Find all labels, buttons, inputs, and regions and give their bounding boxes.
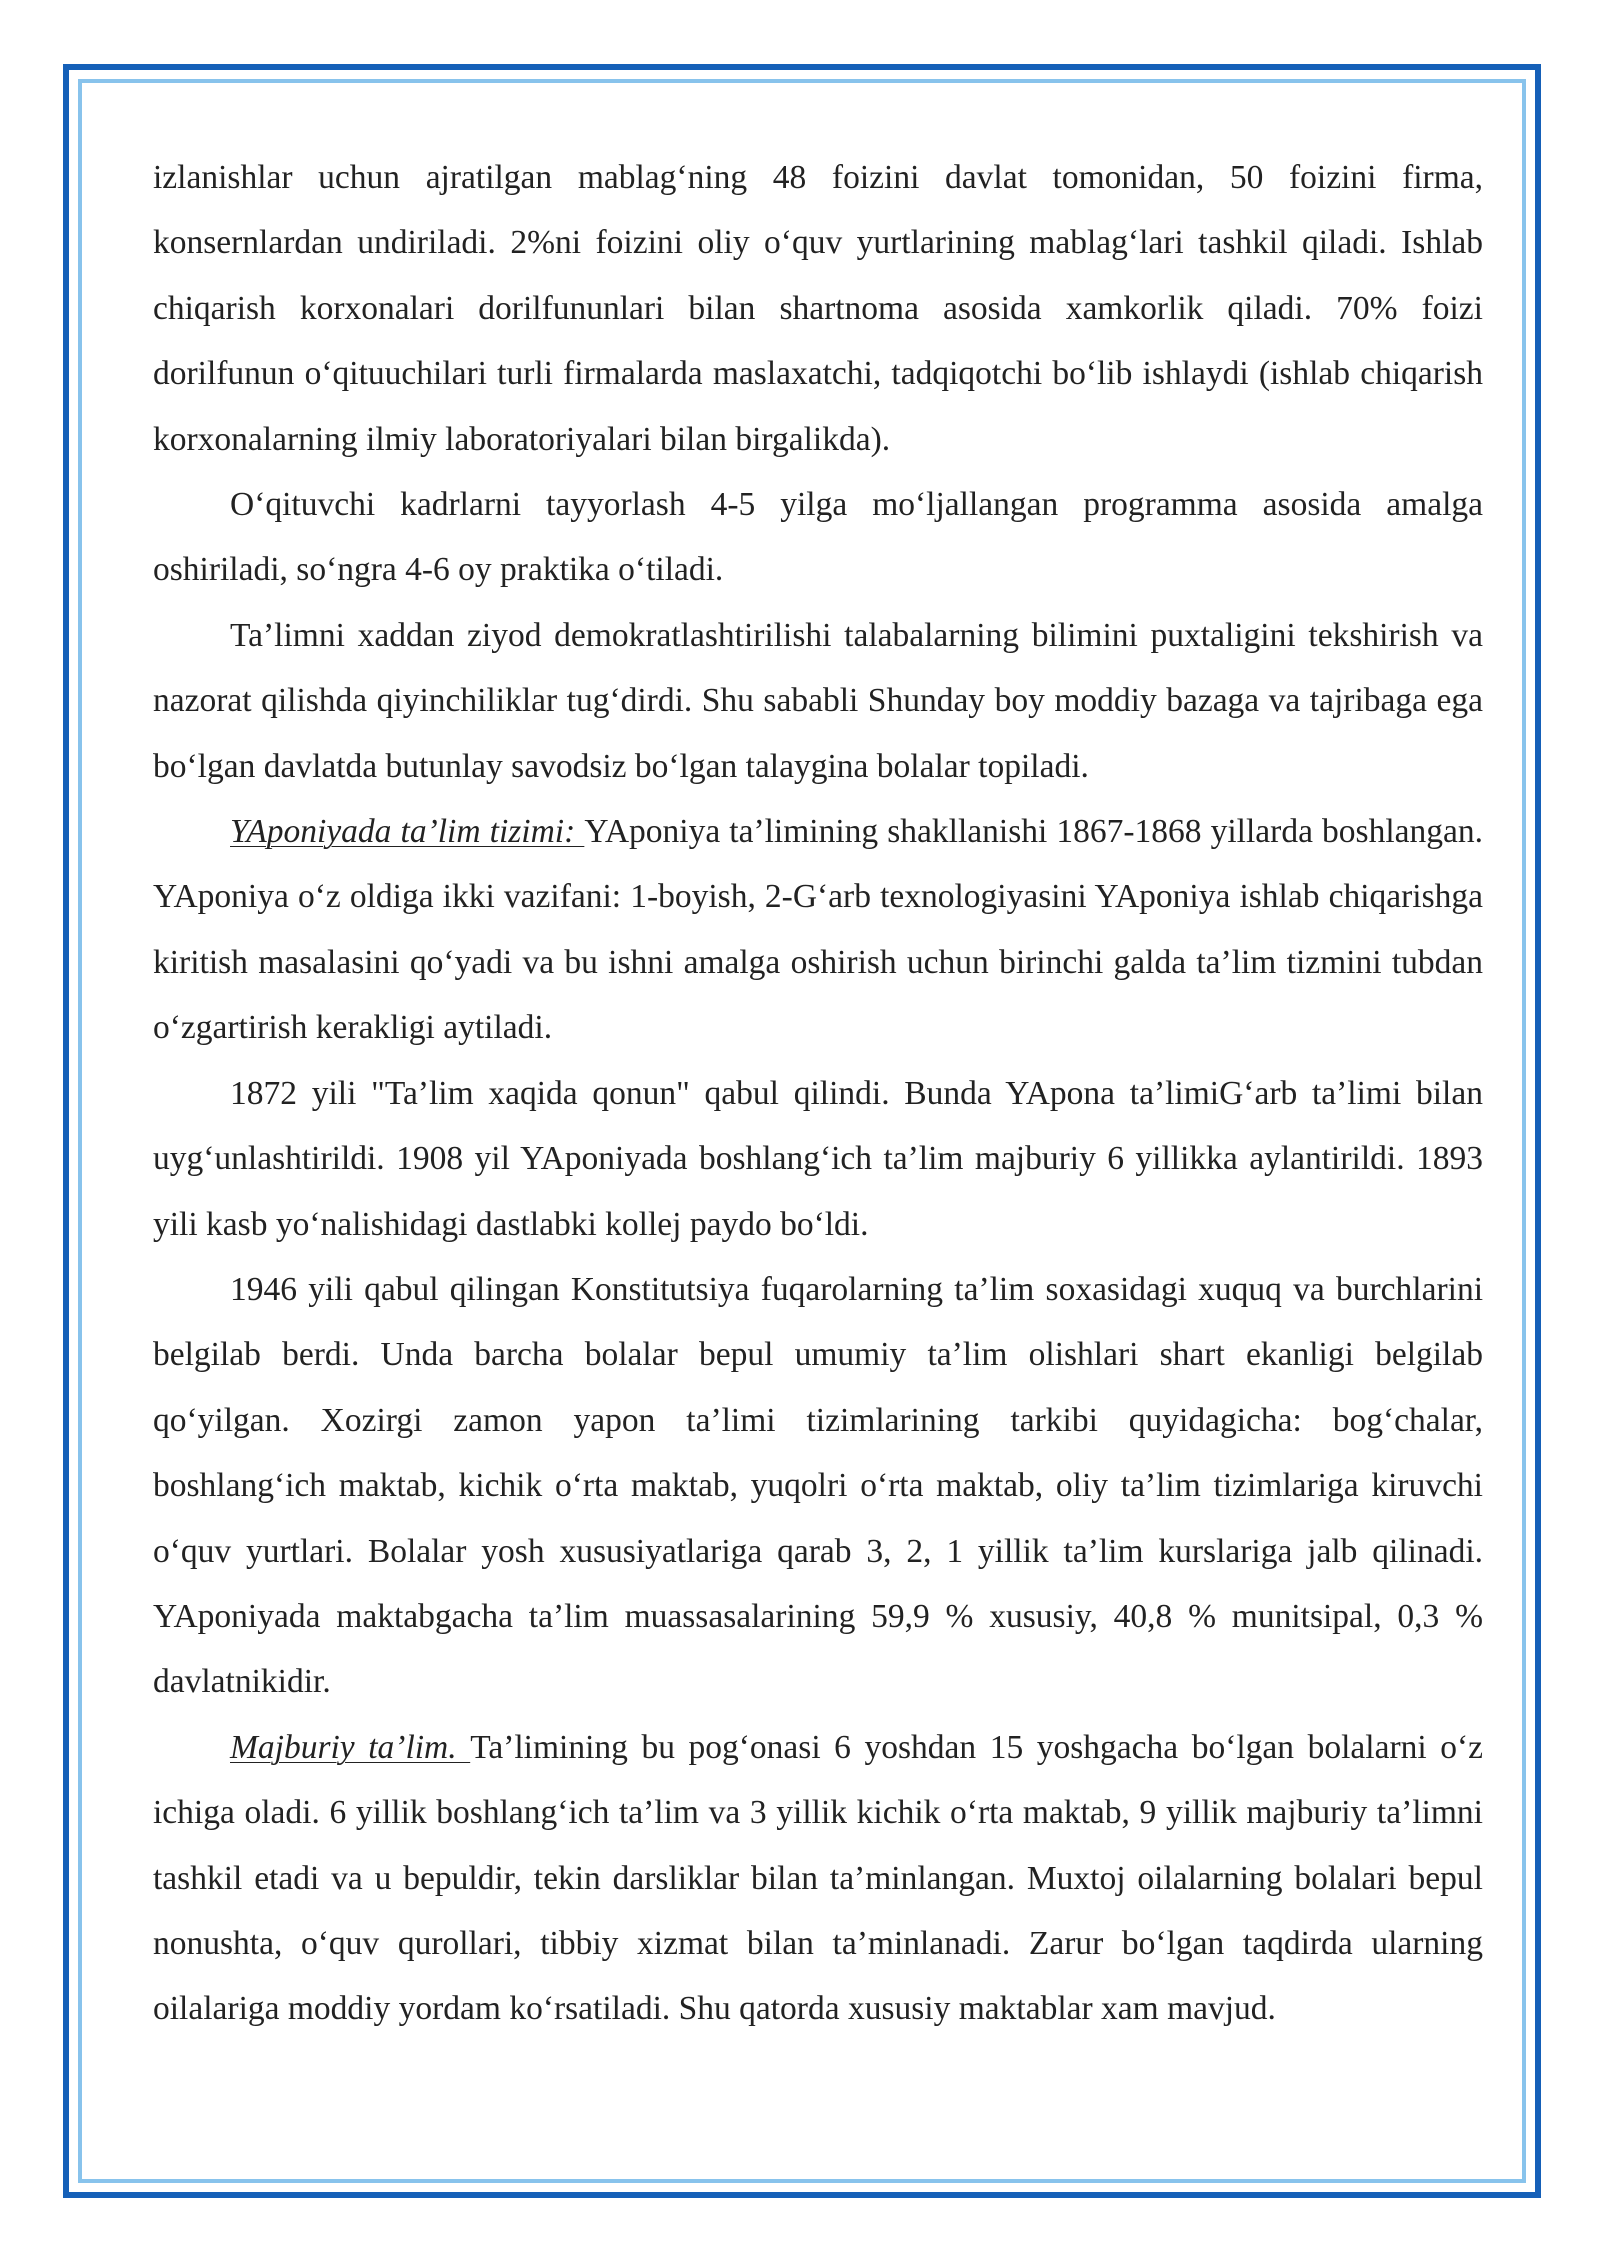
section-heading-compulsory-education: Majburiy ta’lim.	[230, 1728, 471, 1766]
document-body	[153, 145, 1483, 2042]
paragraph-6	[153, 1257, 1483, 1715]
paragraph-text: Ta’limining bu pog‘onasi 6 yoshdan 15 yoshgacha bo‘lgan bolalarni o‘z ichiga oladi. 6 yillik boshlang‘ich ta’lim va 3 yillik kichik o‘rta maktab, 9 yillik majburiy ta’limni tashkil etadi va u bepuldir, tekin darsliklar bilan ta’minlangan. Muxtoj oilalarning bolalari bepul nonushta, o‘quv qurollari, tibbiy xizmat bilan ta’minlanadi. Zarur bo‘lgan taqdirda ularning oilalariga moddiy yordam ko‘rsatiladi. Shu qatorda xususiy maktablar xam mavjud.	[153, 1728, 1484, 2028]
paragraph-text: YAponiya ta’limining shakllanishi 1867-1868 yillarda boshlangan. YAponiya o‘z oldiga ikki vazifani: 1-boyish, 2-G‘arb texnologiyasini YAponiya ishlab chiqarishga kiritish masalasini qo‘yadi va bu ishni amalga oshirish uchun birinchi galda ta’lim tizmini tubdan o‘zgartirish kerakligi aytiladi.	[153, 813, 1483, 1047]
paragraph-5	[153, 1061, 1483, 1257]
paragraph-7	[153, 1715, 1483, 2042]
paragraph-4	[153, 799, 1483, 1061]
section-heading-japan-education: YAponiyada ta’lim tizimi:	[230, 813, 585, 851]
paragraph-text: O‘qituvchi kadrlarni tayyorlash 4-5 yilga mo‘ljallangan programma asosida amalga oshiriladi, so‘ngra 4-6 oy praktika o‘tiladi.	[153, 486, 1483, 589]
paragraph-text: izlanishlar uchun ajratilgan mablag‘ning 48 foizini davlat tomonidan, 50 foizini firma, konsernlardan undiriladi. 2%ni foizini oliy o‘quv yurtlarining mablag‘lari tashkil qiladi. Ishlab chiqarish korxonalari dorilfununlari bilan shartnoma asosida xamkorlik qiladi. 70% foizi dorilfunun o‘qituuchilari turli firmalarda maslaxatchi, tadqiqotchi bo‘lib ishlaydi (ishlab chiqarish korxonalarning ilmiy laboratoriyalari bilan birgalikda).	[153, 159, 1483, 458]
paragraph-text: Ta’limni xaddan ziyod demokratlashtirilishi talabalarning bilimini puxtaligini tekshirish va nazorat qilishda qiyinchiliklar tug‘dirdi. Shu sababli Shunday boy moddiy bazaga va tajribaga ega bo‘lgan davlatda butunlay savodsiz bo‘lgan talaygina bolalar topiladi.	[153, 616, 1483, 785]
paragraph-2	[153, 472, 1483, 603]
paragraph-1	[153, 145, 1483, 472]
paragraph-3	[153, 603, 1483, 799]
paragraph-text: 1872 yili "Ta’lim xaqida qonun" qabul qilindi. Bunda YApona ta’limiG‘arb ta’limi bilan uyg‘unlashtirildi. 1908 yil YAponiyada boshlang‘ich ta’lim majburiy 6 yillikka aylantirildi. 1893 yili kasb yo‘nalishidagi dastlabki kollej paydo bo‘ldi.	[153, 1074, 1483, 1243]
paragraph-text: 1946 yili qabul qilingan Konstitutsiya fuqarolarning ta’lim soxasidagi xuquq va burchlarini belgilab berdi. Unda barcha bolalar bepul umumiy ta’lim olishlari shart ekanligi belgilab qo‘yilgan. Xozirgi zamon yapon ta’limi tizimlarining tarkibi quyidagicha: bog‘chalar, boshlang‘ich maktab, kichik o‘rta maktab, yuqolri o‘rta maktab, oliy ta’lim tizimlariga kiruvchi o‘quv yurtlari. Bolalar yosh xususiyatlariga qarab 3, 2, 1 yillik ta’lim kurslariga jalb qilinadi. YAponiyada maktabgacha ta’lim muassasalarining 59,9 % xususiy, 40,8 % munitsipal, 0,3 % davlatnikidir.	[153, 1270, 1483, 1701]
